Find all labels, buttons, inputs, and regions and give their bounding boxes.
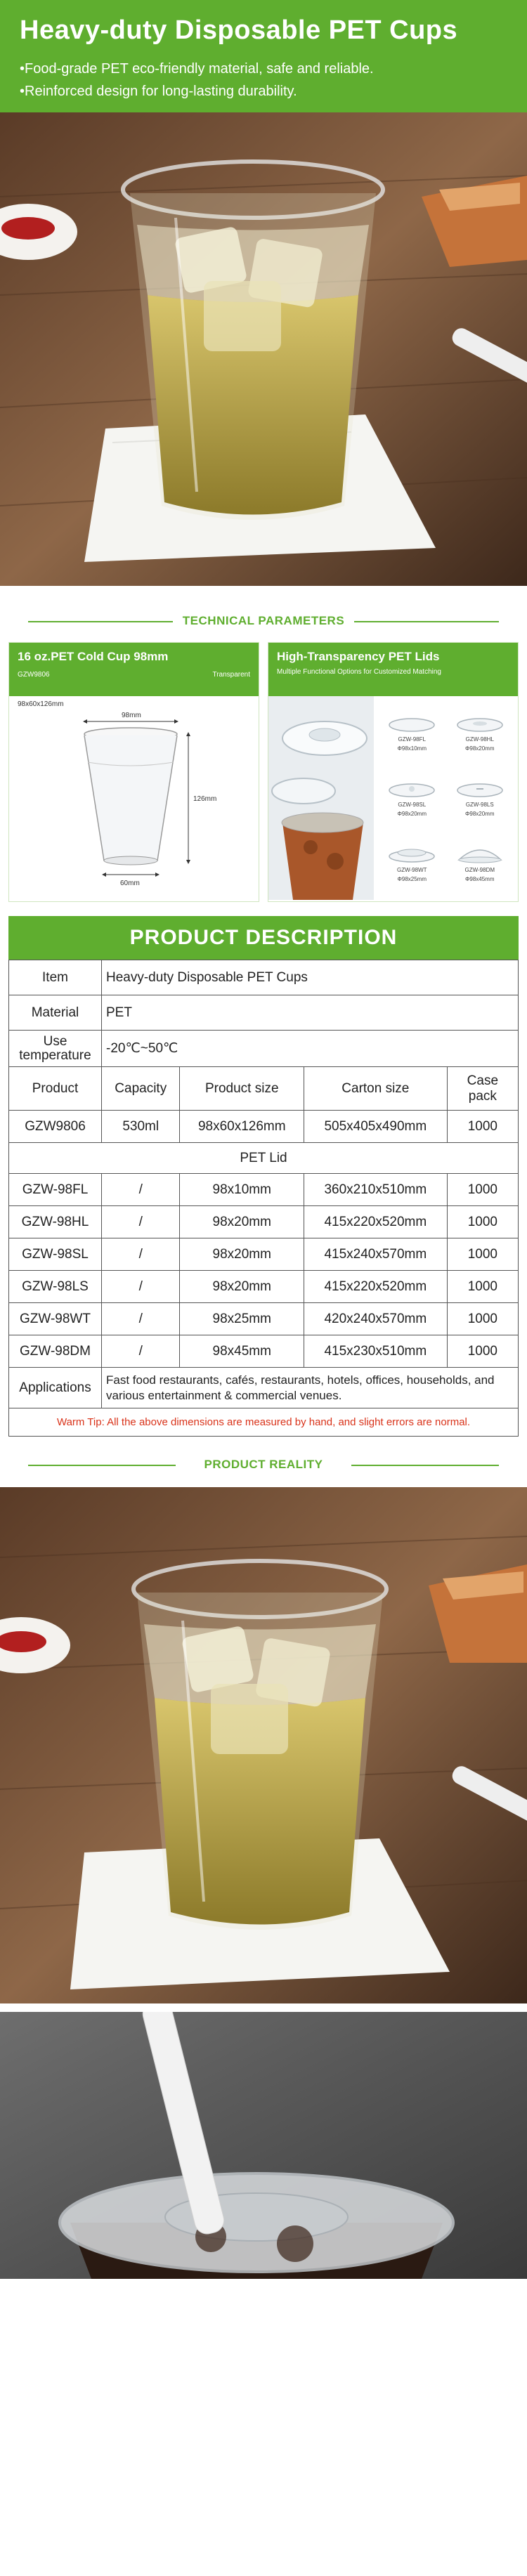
item-value: Heavy-duty Disposable PET Cups — [102, 960, 519, 995]
item-label: Item — [9, 960, 102, 995]
lid-size: Φ98x20mm — [397, 810, 427, 817]
table-row — [9, 995, 519, 1031]
table-cell: 1000 — [447, 1303, 518, 1335]
reality-photo-2 — [0, 2012, 527, 2279]
table-cell: GZW-98HL — [9, 1206, 102, 1238]
cup-top-dim: 98mm — [122, 712, 141, 719]
cup-spec-size: 98x60x126mm — [18, 700, 64, 708]
material-label: Material — [9, 995, 102, 1031]
reality-photo-1 — [0, 1487, 527, 2003]
table-cell: GZW-98DM — [9, 1335, 102, 1368]
table-cell: 98x25mm — [180, 1303, 304, 1335]
table-header-row — [9, 1067, 519, 1111]
table-cell: GZW-98SL — [9, 1238, 102, 1271]
hero-bullet-list — [20, 58, 374, 103]
use-temp-label: Use temperature — [9, 1031, 102, 1067]
lids-photo — [268, 696, 374, 900]
table-cell: / — [102, 1206, 180, 1238]
table-row — [9, 1368, 519, 1408]
table-cell: 1000 — [447, 1271, 518, 1303]
table-row — [9, 1031, 519, 1067]
table-cell: / — [102, 1174, 180, 1206]
cup-spec-title: 16 oz.PET Cold Cup 98mm — [18, 650, 169, 663]
column-header: Product — [9, 1067, 102, 1111]
reality-section-divider — [0, 1442, 527, 1487]
lid-size: Φ98x45mm — [464, 875, 495, 882]
table-cell: 1000 — [447, 1111, 518, 1143]
reality-lid-straw-photo — [0, 2012, 527, 2279]
table-cell: 1000 — [447, 1238, 518, 1271]
lids-spec-subtitle: Multiple Functional Options for Customized Matching — [277, 668, 441, 676]
lid-size: Φ98x20mm — [464, 810, 495, 817]
reality-section-heading: PRODUCT REALITY — [195, 1458, 333, 1472]
divider-line — [28, 1465, 176, 1466]
column-header: Case pack — [447, 1067, 518, 1111]
hero-bullet: • Food-grade PET eco-friendly material, safe and reliable. — [20, 58, 374, 80]
column-header: Product size — [180, 1067, 304, 1111]
table-row — [9, 960, 519, 995]
hero-banner — [0, 0, 527, 586]
hero-title: Heavy-duty Disposable PET Cups — [20, 15, 458, 45]
lid-size: Φ98x10mm — [397, 745, 427, 752]
lid-item — [378, 766, 446, 831]
divider-line — [351, 621, 499, 622]
cup-spec-finish: Transparent — [212, 671, 250, 679]
spec-table — [8, 960, 519, 1408]
table-cell: / — [102, 1303, 180, 1335]
lids-spec-card — [268, 642, 519, 902]
table-cell: 98x60x126mm — [180, 1111, 304, 1143]
column-header: Carton size — [304, 1067, 448, 1111]
table-cell: 98x20mm — [180, 1206, 304, 1238]
lid-heading-row — [9, 1143, 519, 1174]
tech-section-heading: TECHNICAL PARAMETERS — [173, 614, 354, 628]
table-row — [9, 1238, 519, 1271]
cup-height-dim: 126mm — [193, 795, 217, 803]
lid-item — [446, 700, 514, 766]
table-cell: 360x210x510mm — [304, 1174, 448, 1206]
lid-item — [446, 830, 514, 896]
table-row — [9, 1206, 519, 1238]
product-description — [8, 916, 519, 1437]
lid-dome-icon — [455, 844, 505, 864]
lid-hole-icon — [455, 714, 505, 733]
lid-code: GZW-98WT — [396, 866, 427, 873]
table-row — [9, 1174, 519, 1206]
table-row — [9, 1303, 519, 1335]
warm-tip: Warm Tip: All the above dimensions are measured by hand, and slight errors are normal. — [8, 1408, 519, 1437]
table-row — [9, 1111, 519, 1143]
table-cell: 1000 — [447, 1174, 518, 1206]
table-cell: 415x240x570mm — [304, 1238, 448, 1271]
tech-section-divider — [0, 600, 527, 642]
lid-code: GZW-98DM — [464, 866, 495, 873]
table-cell: / — [102, 1238, 180, 1271]
table-cell: 415x230x510mm — [304, 1335, 448, 1368]
lid-tab-icon — [387, 844, 436, 864]
lid-size: Φ98x20mm — [464, 745, 495, 752]
cup-spec-header — [9, 643, 259, 696]
table-cell: 98x45mm — [180, 1335, 304, 1368]
column-header: Capacity — [102, 1067, 180, 1111]
table-cell: 1000 — [447, 1335, 518, 1368]
table-row — [9, 1271, 519, 1303]
table-cell: GZW9806 — [9, 1111, 102, 1143]
table-cell: / — [102, 1271, 180, 1303]
lid-item — [446, 766, 514, 831]
divider-line — [351, 1465, 499, 1466]
cup-spec-code: GZW9806 — [18, 671, 50, 679]
cup-spec-card — [8, 642, 259, 902]
applications-label: Applications — [9, 1368, 102, 1408]
table-cell: 505x405x490mm — [304, 1111, 448, 1143]
lid-straw-icon — [455, 779, 505, 799]
product-description-heading: PRODUCT DESCRIPTION — [8, 916, 519, 960]
table-cell: GZW-98FL — [9, 1174, 102, 1206]
divider-line — [28, 621, 176, 622]
hero-cup-photo — [0, 112, 527, 586]
cup-bottom-dim: 60mm — [120, 880, 140, 887]
table-cell: 415x220x520mm — [304, 1271, 448, 1303]
lid-code: GZW-98HL — [465, 736, 494, 743]
table-cell: 420x240x570mm — [304, 1303, 448, 1335]
table-cell: 530ml — [102, 1111, 180, 1143]
table-cell: / — [102, 1335, 180, 1368]
table-cell: GZW-98LS — [9, 1271, 102, 1303]
table-cell: 98x10mm — [180, 1174, 304, 1206]
cup-dimension-drawing — [9, 706, 259, 902]
material-value: PET — [102, 995, 519, 1031]
hero-bullet: • Reinforced design for long-lasting durability. — [20, 80, 374, 103]
table-cell: GZW-98WT — [9, 1303, 102, 1335]
reality-cup-photo — [0, 1487, 527, 2003]
lid-code: GZW-98FL — [398, 736, 426, 743]
lid-code: GZW-98LS — [465, 801, 494, 808]
lid-size: Φ98x25mm — [397, 875, 427, 882]
tech-params-panel — [0, 642, 527, 902]
lid-sip-icon — [387, 779, 436, 799]
table-row — [9, 1335, 519, 1368]
table-cell: 415x220x520mm — [304, 1206, 448, 1238]
lid-item — [378, 830, 446, 896]
table-cell: 1000 — [447, 1206, 518, 1238]
applications-value: Fast food restaurants, cafés, restaurants, hotels, offices, households, and various entertainment & commercial venues. — [102, 1368, 519, 1408]
table-cell: 98x20mm — [180, 1238, 304, 1271]
table-cell: 98x20mm — [180, 1271, 304, 1303]
lids-spec-title: High-Transparency PET Lids — [277, 650, 440, 663]
lid-flat-icon — [387, 714, 436, 733]
lid-item — [378, 700, 446, 766]
lids-spec-header — [268, 643, 518, 696]
lid-section-heading: PET Lid — [9, 1143, 519, 1174]
lids-grid — [374, 696, 518, 900]
lid-code: GZW-98SL — [398, 801, 427, 808]
use-temp-value: -20℃~50℃ — [102, 1031, 519, 1067]
